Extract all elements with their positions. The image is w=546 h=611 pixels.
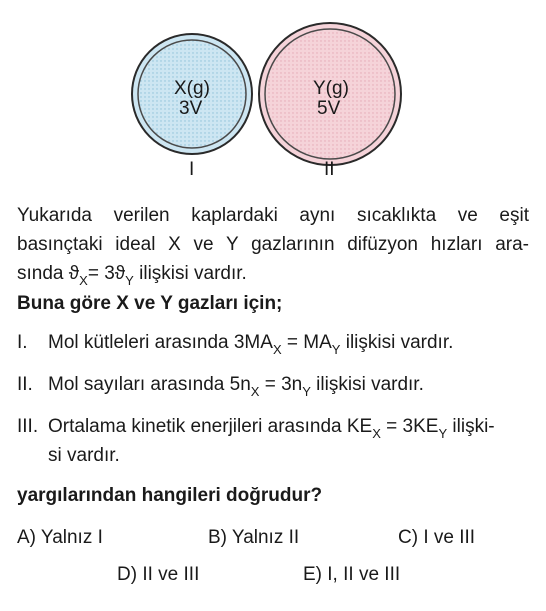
statement-ii-number: II. [17,374,33,395]
statement-ii-text: Mol sayıları arasında $5n_X = 3n_Y$ ilişkisi vardır. [48,374,424,399]
container-ii-formula: Y(g) [313,78,349,99]
option-c[interactable]: C) I ve III [398,527,476,548]
statement-iii-number: III. [17,416,39,437]
container-i-label: I [189,159,195,180]
statement-ii [17,370,529,399]
intro-paragraph [17,201,529,288]
question-stem: Buna göre X ve Y gazları için; [17,293,283,314]
statement-i-number: I. [17,332,28,353]
statement-iii-text: Ortalama kinetik enerjileri arasında $KE_X = 3KE_Y$ ilişki- si vardır. [48,416,495,466]
statement-i [17,328,529,357]
intro-line-1: Yukarıda verilen kaplardaki aynı sıcaklıkta ve eşit [17,205,529,226]
option-d[interactable]: D) II ve III [117,564,200,585]
question-prompt: yargılarından hangileri doğrudur? [17,485,323,506]
container-i-formula: X(g) [174,78,210,99]
statement-i-text: Mol kütleleri arasında $3MA_X = MA_Y$ ilişkisi vardır. [48,332,454,357]
statement-iii-continuation: si vardır. [48,445,120,466]
option-b[interactable]: B) Yalnız II [208,527,300,548]
container-i-volume: 3V [179,98,203,119]
container-ii-volume: 5V [317,98,341,119]
option-e[interactable]: E) I, II ve III [303,564,401,585]
containers-figure [0,0,546,190]
intro-line-2: basınçtaki ideal X ve Y gazlarının difüzyon hızları ara- [17,234,529,255]
statement-iii [17,412,529,470]
container-ii-label: II [324,159,335,180]
option-a[interactable]: A) Yalnız I [17,527,103,548]
intro-line-3: sında $ϑ_X= 3ϑ_Y$ ilişkisi vardır. [17,263,247,288]
